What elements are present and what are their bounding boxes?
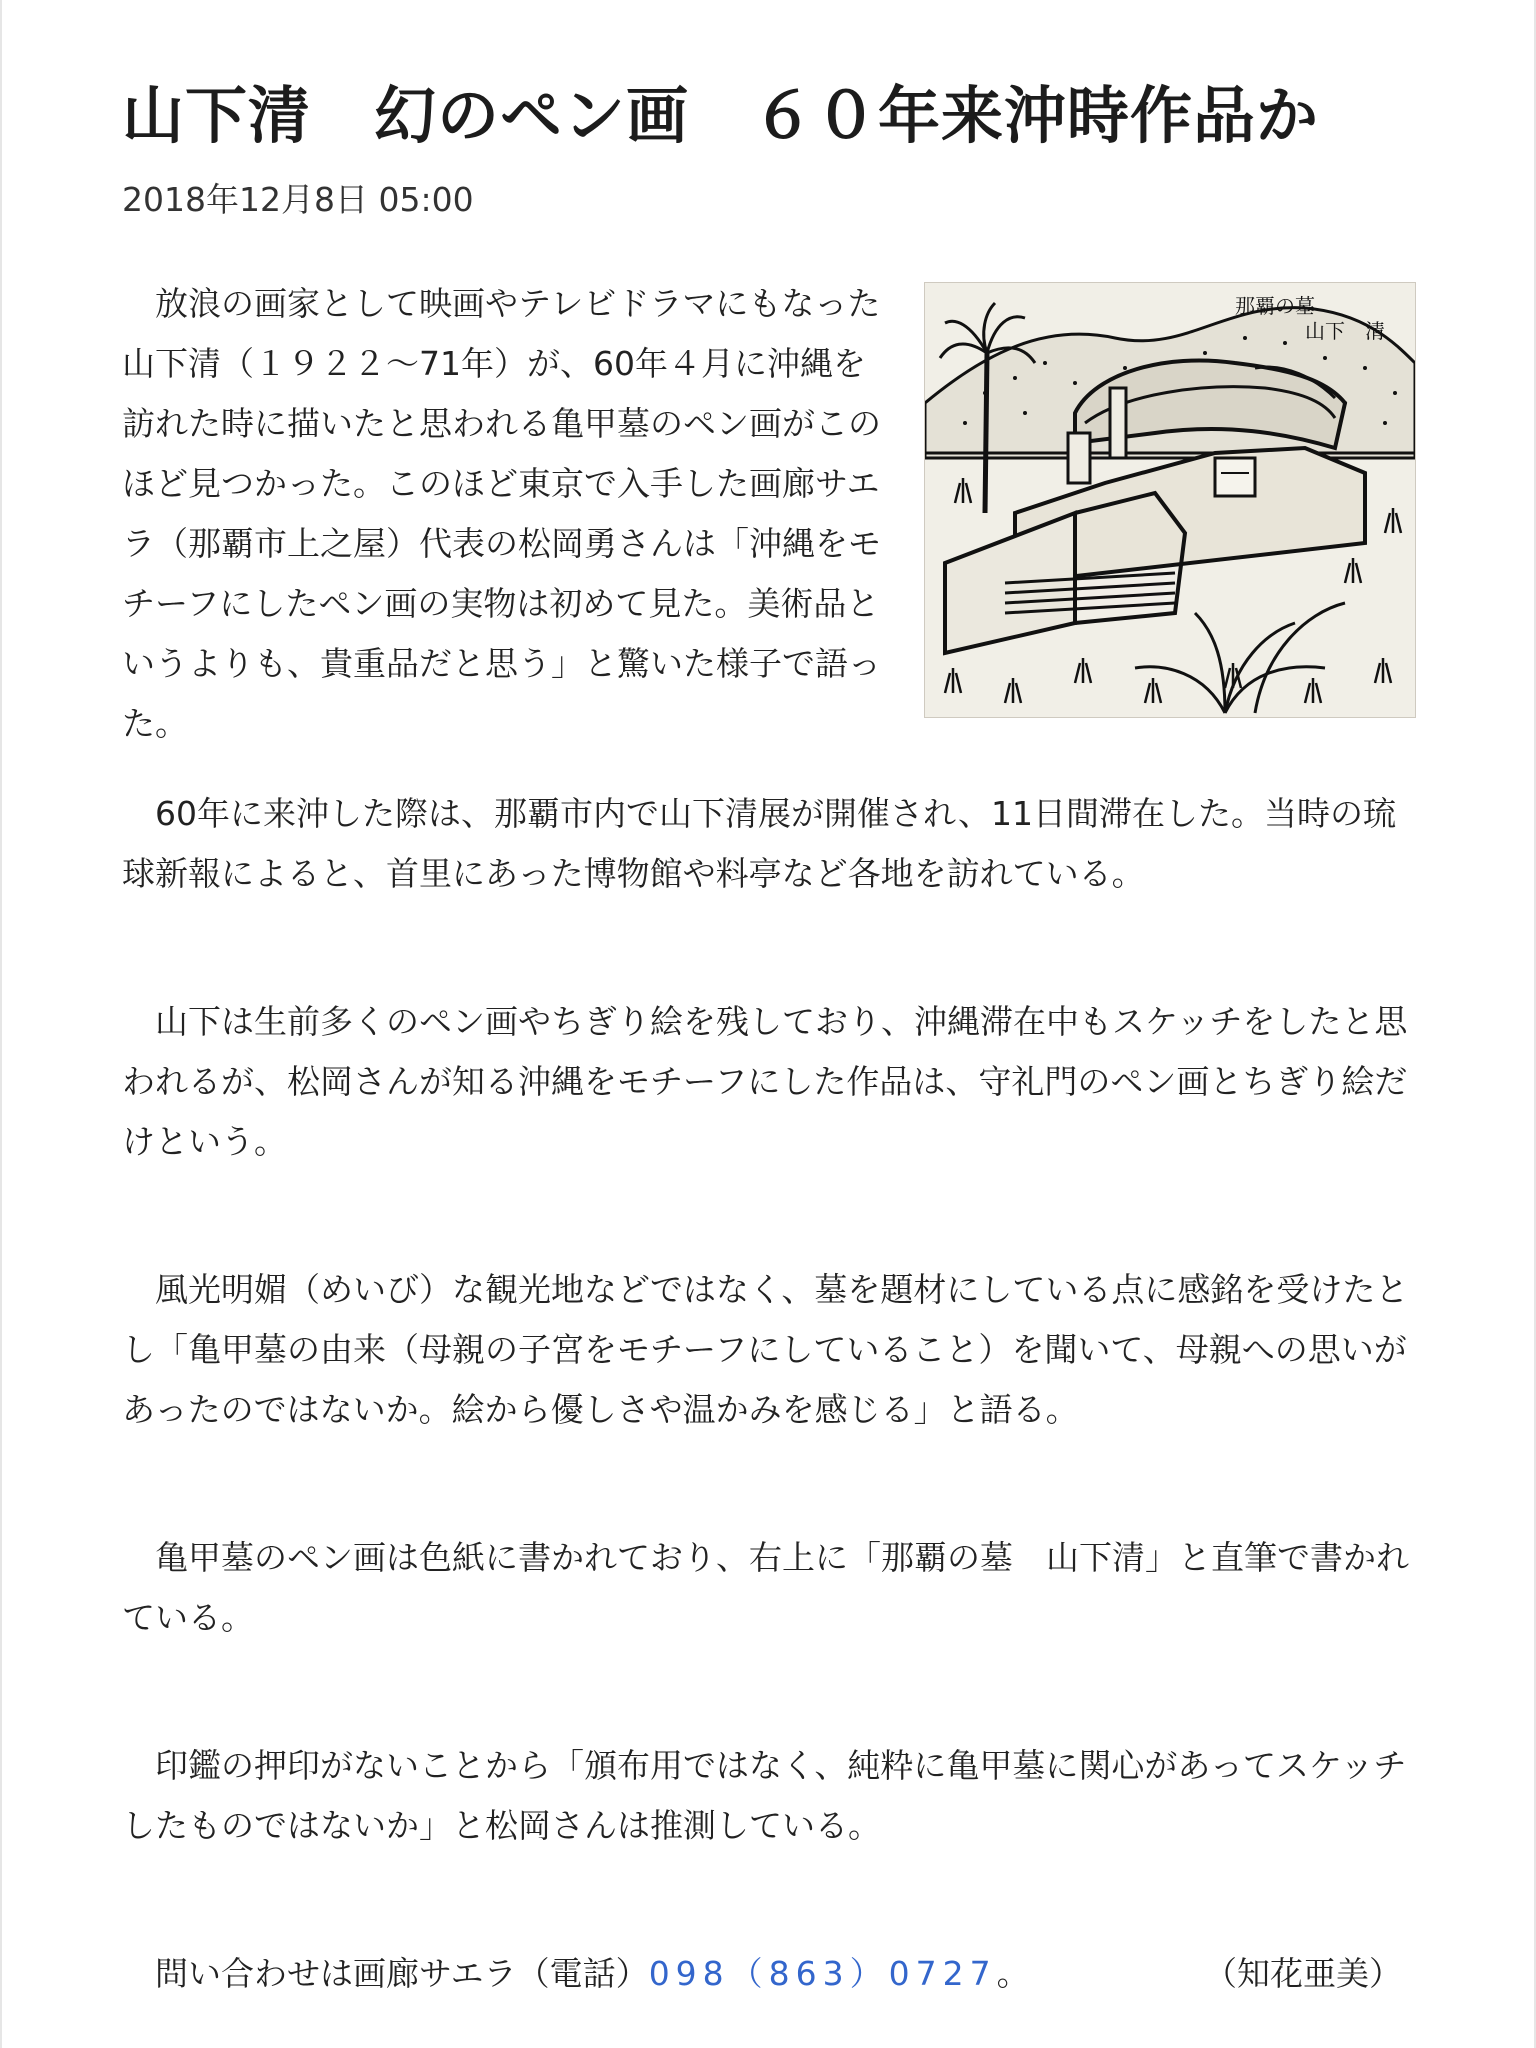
- byline: （知花亜美）: [1204, 1954, 1402, 1993]
- lead-block: [122, 274, 1416, 756]
- contact-prefix: 問い合わせは画廊サエラ（電話）: [155, 1954, 649, 1993]
- svg-text:山下 清: 山下 清: [1305, 319, 1385, 343]
- page-edge-left: [0, 0, 2, 2048]
- article-paragraph: 山下は生前多くのペン画やちぎり絵を残しており、沖縄滞在中もスケッチをしたと思われるが、松岡さんが知る沖縄をモチーフにした作品は、守礼門のペン画とちぎり絵だけという。: [122, 1002, 1408, 1161]
- pen-drawing-image: [924, 282, 1416, 718]
- article-paragraph: 60年に来沖した際は、那覇市内で山下清展が開催され、11日間滞在した。当時の琉球新報によると、首里にあった博物館や料亭など各地を訪れている。: [122, 794, 1396, 893]
- article-paragraph: 放浪の画家として映画やテレビドラマにもなった山下清（１９２２～71年）が、60年４月に沖縄を訪れた時に描いたと思われる亀甲墓のペン画がこのほど見つかった。このほど東京で入手した画廊サエラ（那覇市上之屋）代表の松岡勇さんは「沖縄をモチーフにしたペン画の実物は初めて見た。美術品というよりも、貴重品だと思う」と驚いた様子で語った。: [122, 284, 881, 743]
- article-paragraph: 風光明媚（めいび）な観光地などではなく、墓を題材にしている点に感銘を受けたとし「亀甲墓の由来（母親の子宮をモチーフにしていること）を聞いて、母親への思いがあったのではないか。絵から優しさや温かみを感じる」と語る。: [122, 1270, 1409, 1429]
- article-paragraph: 亀甲墓のペン画は色紙に書かれており、右上に「那覇の墓 山下清」と直筆で書かれている。: [122, 1538, 1409, 1637]
- article-date: 2018年12月8日 05:00: [122, 180, 474, 219]
- news-article: [122, 76, 1416, 2004]
- contact-suffix: 。: [996, 1954, 1030, 1993]
- contact-line: [122, 1944, 1416, 2004]
- article-paragraph: 印鑑の押印がないことから「頒布用ではなく、純粋に亀甲墓に関心があってスケッチしたものではないか」と松岡さんは推測している。: [122, 1746, 1407, 1845]
- svg-text:那覇の墓: 那覇の墓: [1235, 294, 1315, 318]
- article-headline: 山下清 幻のペン画 ６０年来沖時作品か: [122, 79, 1320, 152]
- phone-link[interactable]: 098（863）0727: [648, 1954, 997, 1993]
